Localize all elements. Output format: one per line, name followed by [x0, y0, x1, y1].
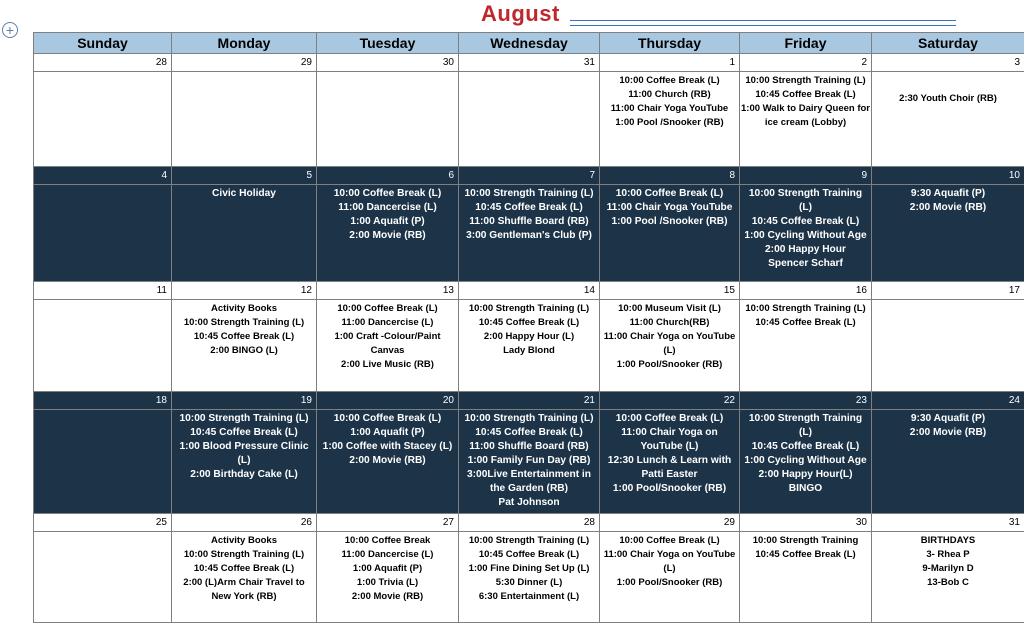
event-item: 11:00 Shuffle Board (RB)	[460, 215, 598, 229]
event-item: 11:00 Chair Yoga on YouTube (L)	[601, 548, 738, 576]
weekday-header: Monday	[172, 33, 317, 54]
date-number: 1	[600, 54, 740, 72]
date-number: 28	[34, 54, 172, 72]
date-number: 25	[34, 514, 172, 532]
day-events-cell[interactable]	[172, 410, 317, 514]
event-item: 10:00 Strength Training (L)	[741, 302, 870, 316]
day-events-cell[interactable]	[459, 410, 600, 514]
date-number: 23	[740, 392, 872, 410]
day-events-cell[interactable]	[872, 300, 1024, 392]
day-events-cell[interactable]	[172, 532, 317, 623]
date-number: 3	[872, 54, 1024, 72]
event-item: 2:00 (L)Arm Chair Travel to New York (RB)	[173, 576, 315, 604]
event-item: 1:00 Blood Pressure Clinic (L)	[173, 440, 315, 468]
day-events-cell[interactable]	[600, 410, 740, 514]
event-item: 9-Marilyn D	[873, 562, 1023, 576]
calendar-title-bar	[0, 0, 1024, 32]
event-item: 2:00 Live Music (RB)	[318, 358, 457, 372]
event-item: 1:00 Pool /Snooker (RB)	[601, 116, 738, 130]
event-item: Activity Books	[173, 302, 315, 316]
event-item: 10:00 Strength Training (L)	[173, 548, 315, 562]
event-item: 3- Rhea P	[873, 548, 1023, 562]
event-item: Activity Books	[173, 534, 315, 548]
event-item: 10:45 Coffee Break (L)	[173, 426, 315, 440]
date-number: 6	[317, 167, 459, 185]
date-number: 5	[172, 167, 317, 185]
day-events-cell[interactable]	[459, 72, 600, 167]
day-events-cell[interactable]	[600, 300, 740, 392]
event-item: 10:45 Coffee Break (L)	[741, 215, 870, 229]
event-item: 11:00 Church (RB)	[601, 88, 738, 102]
date-number: 7	[459, 167, 600, 185]
event-item: 10:00 Strength Training (L)	[460, 302, 598, 316]
date-number: 28	[459, 514, 600, 532]
event-item: 1:00 Cycling Without Age	[741, 454, 870, 468]
event-item	[873, 74, 1023, 83]
event-item: 10:00 Coffee Break (L)	[318, 302, 457, 316]
event-item: 10:00 Strength Training (L)	[173, 412, 315, 426]
date-number: 17	[872, 282, 1024, 300]
title-underline	[570, 20, 956, 26]
event-item: 11:00 Chair Yoga YouTube	[601, 102, 738, 116]
event-item: 9:30 Aquafit (P)	[873, 187, 1023, 201]
day-events-cell[interactable]	[872, 532, 1024, 623]
event-item: 2:00 Movie (RB)	[318, 590, 457, 604]
event-item: Lady Blond	[460, 344, 598, 358]
date-number: 31	[459, 54, 600, 72]
event-item: 2:00 Happy Hour(L)	[741, 468, 870, 482]
week-events-row	[34, 185, 1024, 282]
event-item: 1:00 Aquafit (P)	[318, 562, 457, 576]
weekday-header-row	[34, 33, 1024, 54]
day-events-cell[interactable]	[317, 185, 459, 282]
day-events-cell[interactable]	[172, 72, 317, 167]
event-item: 10:00 Coffee Break (L)	[601, 74, 738, 88]
day-events-cell[interactable]	[600, 72, 740, 167]
day-events-cell[interactable]	[740, 185, 872, 282]
day-events-cell[interactable]	[34, 410, 172, 514]
event-item: 2:00 Movie (RB)	[873, 201, 1023, 215]
date-number: 2	[740, 54, 872, 72]
event-item: 10:00 Coffee Break (L)	[318, 187, 457, 201]
event-item: 10:00 Coffee Break (L)	[601, 412, 738, 426]
event-item: 2:00 Birthday Cake (L)	[173, 468, 315, 482]
event-item: 5:30 Dinner (L)	[460, 576, 598, 590]
day-events-cell[interactable]	[740, 300, 872, 392]
date-number: 30	[740, 514, 872, 532]
day-events-cell[interactable]	[172, 185, 317, 282]
date-number: 26	[172, 514, 317, 532]
event-item: 10:00 Coffee Break (L)	[318, 412, 457, 426]
event-item: 11:00 Chair Yoga YouTube	[601, 201, 738, 215]
event-item: 10:00 Strength Training (L)	[741, 412, 870, 440]
event-item: 10:00 Strength Training (L)	[460, 187, 598, 201]
event-item: 2:00 BINGO (L)	[173, 344, 315, 358]
day-events-cell[interactable]	[34, 72, 172, 167]
event-item: 2:00 Movie (RB)	[318, 229, 457, 243]
event-item: 11:00 Church(RB)	[601, 316, 738, 330]
date-number: 19	[172, 392, 317, 410]
event-item: 13-Bob C	[873, 576, 1023, 590]
month-title: August	[481, 1, 560, 27]
date-number: 24	[872, 392, 1024, 410]
event-item: Civic Holiday	[173, 187, 315, 201]
event-item: 11:00 Shuffle Board (RB)	[460, 440, 598, 454]
calendar-body	[34, 54, 1024, 623]
event-item: 10:45 Coffee Break (L)	[741, 316, 870, 330]
event-item: 10:00 Strength Training	[741, 534, 870, 548]
event-item: 2:00 Happy Hour (L)	[460, 330, 598, 344]
day-events-cell[interactable]	[740, 532, 872, 623]
day-events-cell[interactable]	[172, 300, 317, 392]
event-item: 3:00 Gentleman's Club (P)	[460, 229, 598, 243]
event-item: 10:00 Strength Training (L)	[460, 534, 598, 548]
event-item: 1:00 Fine Dining Set Up (L)	[460, 562, 598, 576]
week-events-row	[34, 300, 1024, 392]
event-item: 9:30 Aquafit (P)	[873, 412, 1023, 426]
table-move-handle-icon[interactable]: +	[2, 22, 18, 38]
day-events-cell[interactable]	[872, 72, 1024, 167]
event-item: 10:00 Strength Training (L)	[741, 187, 870, 215]
event-item: 10:00 Museum Visit (L)	[601, 302, 738, 316]
date-number: 4	[34, 167, 172, 185]
event-item: 10:45 Coffee Break (L)	[741, 548, 870, 562]
event-item: 10:45 Coffee Break (L)	[460, 548, 598, 562]
week-events-row	[34, 410, 1024, 514]
event-item: 10:45 Coffee Break (L)	[173, 562, 315, 576]
event-item: 12:30 Lunch & Learn with Patti Easter	[601, 454, 738, 482]
day-events-cell[interactable]	[317, 532, 459, 623]
week-events-row	[34, 72, 1024, 167]
event-item: 1:00 Pool/Snooker (RB)	[601, 482, 738, 496]
event-item: 10:00 Strength Training (L)	[460, 412, 598, 426]
event-item: 2:00 Movie (RB)	[873, 426, 1023, 440]
event-item: 11:00 Chair Yoga on YouTube (L)	[601, 426, 738, 454]
date-number: 15	[600, 282, 740, 300]
date-number: 13	[317, 282, 459, 300]
event-item: 1:00 Pool/Snooker (RB)	[601, 576, 738, 590]
date-number: 30	[317, 54, 459, 72]
event-item: 2:30 Youth Choir (RB)	[873, 92, 1023, 106]
weekday-header: Friday	[740, 33, 872, 54]
day-events-cell[interactable]	[34, 185, 172, 282]
event-item: 10:45 Coffee Break (L)	[741, 88, 870, 102]
day-events-cell[interactable]	[317, 410, 459, 514]
event-item: 10:00 Coffee Break	[318, 534, 457, 548]
day-events-cell[interactable]	[459, 185, 600, 282]
week-date-row	[34, 167, 1024, 185]
event-item: 10:00 Coffee Break (L)	[601, 187, 738, 201]
date-number: 18	[34, 392, 172, 410]
event-item: Pat Johnson	[460, 496, 598, 510]
day-events-cell[interactable]	[459, 532, 600, 623]
event-item: 1:00 Aquafit (P)	[318, 215, 457, 229]
event-item: 10:45 Coffee Break (L)	[460, 426, 598, 440]
weekday-header: Wednesday	[459, 33, 600, 54]
week-events-row	[34, 532, 1024, 623]
event-item	[873, 83, 1023, 92]
event-item: 10:45 Coffee Break (L)	[173, 330, 315, 344]
event-item: 1:00 Family Fun Day (RB)	[460, 454, 598, 468]
weekday-header: Saturday	[872, 33, 1024, 54]
day-events-cell[interactable]	[740, 410, 872, 514]
weekday-header: Thursday	[600, 33, 740, 54]
event-item: 10:45 Coffee Break (L)	[741, 440, 870, 454]
event-item: 1:00 Aquafit (P)	[318, 426, 457, 440]
date-number: 22	[600, 392, 740, 410]
event-item: 2:00 Happy Hour	[741, 243, 870, 257]
event-item: 3:00Live Entertainment in the Garden (RB)	[460, 468, 598, 496]
event-item: 11:00 Chair Yoga on YouTube (L)	[601, 330, 738, 358]
date-number: 8	[600, 167, 740, 185]
week-date-row	[34, 392, 1024, 410]
week-date-row	[34, 54, 1024, 72]
event-item: 11:00 Dancercise (L)	[318, 316, 457, 330]
day-events-cell[interactable]	[600, 185, 740, 282]
week-date-row	[34, 282, 1024, 300]
event-item: 6:30 Entertainment (L)	[460, 590, 598, 604]
event-item: 10:45 Coffee Break (L)	[460, 316, 598, 330]
event-item: 1:00 Craft -Colour/Paint Canvas	[318, 330, 457, 358]
day-events-cell[interactable]	[600, 532, 740, 623]
date-number: 21	[459, 392, 600, 410]
event-item: 1:00 Cycling Without Age	[741, 229, 870, 243]
week-date-row	[34, 514, 1024, 532]
date-number: 31	[872, 514, 1024, 532]
day-events-cell[interactable]	[740, 72, 872, 167]
day-events-cell[interactable]	[459, 300, 600, 392]
weekday-header: Sunday	[34, 33, 172, 54]
event-item: 2:00 Movie (RB)	[318, 454, 457, 468]
event-item: 1:00 Pool /Snooker (RB)	[601, 215, 738, 229]
calendar-table	[33, 32, 1024, 623]
day-events-cell[interactable]	[34, 300, 172, 392]
date-number: 29	[172, 54, 317, 72]
date-number: 27	[317, 514, 459, 532]
event-item: 10:00 Coffee Break (L)	[601, 534, 738, 548]
date-number: 29	[600, 514, 740, 532]
event-item: BIRTHDAYS	[873, 534, 1023, 548]
event-item: BINGO	[741, 482, 870, 496]
date-number: 12	[172, 282, 317, 300]
event-item: Spencer Scharf	[741, 257, 870, 271]
event-item: 1:00 Pool/Snooker (RB)	[601, 358, 738, 372]
event-item: 10:00 Strength Training (L)	[741, 74, 870, 88]
event-item: 1:00 Trivia (L)	[318, 576, 457, 590]
event-item: 1:00 Walk to Dairy Queen for ice cream (Lobby)	[741, 102, 870, 130]
event-item: 1:00 Coffee with Stacey (L)	[318, 440, 457, 454]
date-number: 11	[34, 282, 172, 300]
date-number: 14	[459, 282, 600, 300]
day-events-cell[interactable]	[34, 532, 172, 623]
date-number: 20	[317, 392, 459, 410]
day-events-cell[interactable]	[872, 410, 1024, 514]
event-item: 10:00 Strength Training (L)	[173, 316, 315, 330]
date-number: 16	[740, 282, 872, 300]
day-events-cell[interactable]	[317, 300, 459, 392]
day-events-cell[interactable]	[317, 72, 459, 167]
event-item: 10:45 Coffee Break (L)	[460, 201, 598, 215]
date-number: 10	[872, 167, 1024, 185]
event-item: 11:00 Dancercise (L)	[318, 548, 457, 562]
event-item: 11:00 Dancercise (L)	[318, 201, 457, 215]
date-number: 9	[740, 167, 872, 185]
day-events-cell[interactable]	[872, 185, 1024, 282]
weekday-header: Tuesday	[317, 33, 459, 54]
